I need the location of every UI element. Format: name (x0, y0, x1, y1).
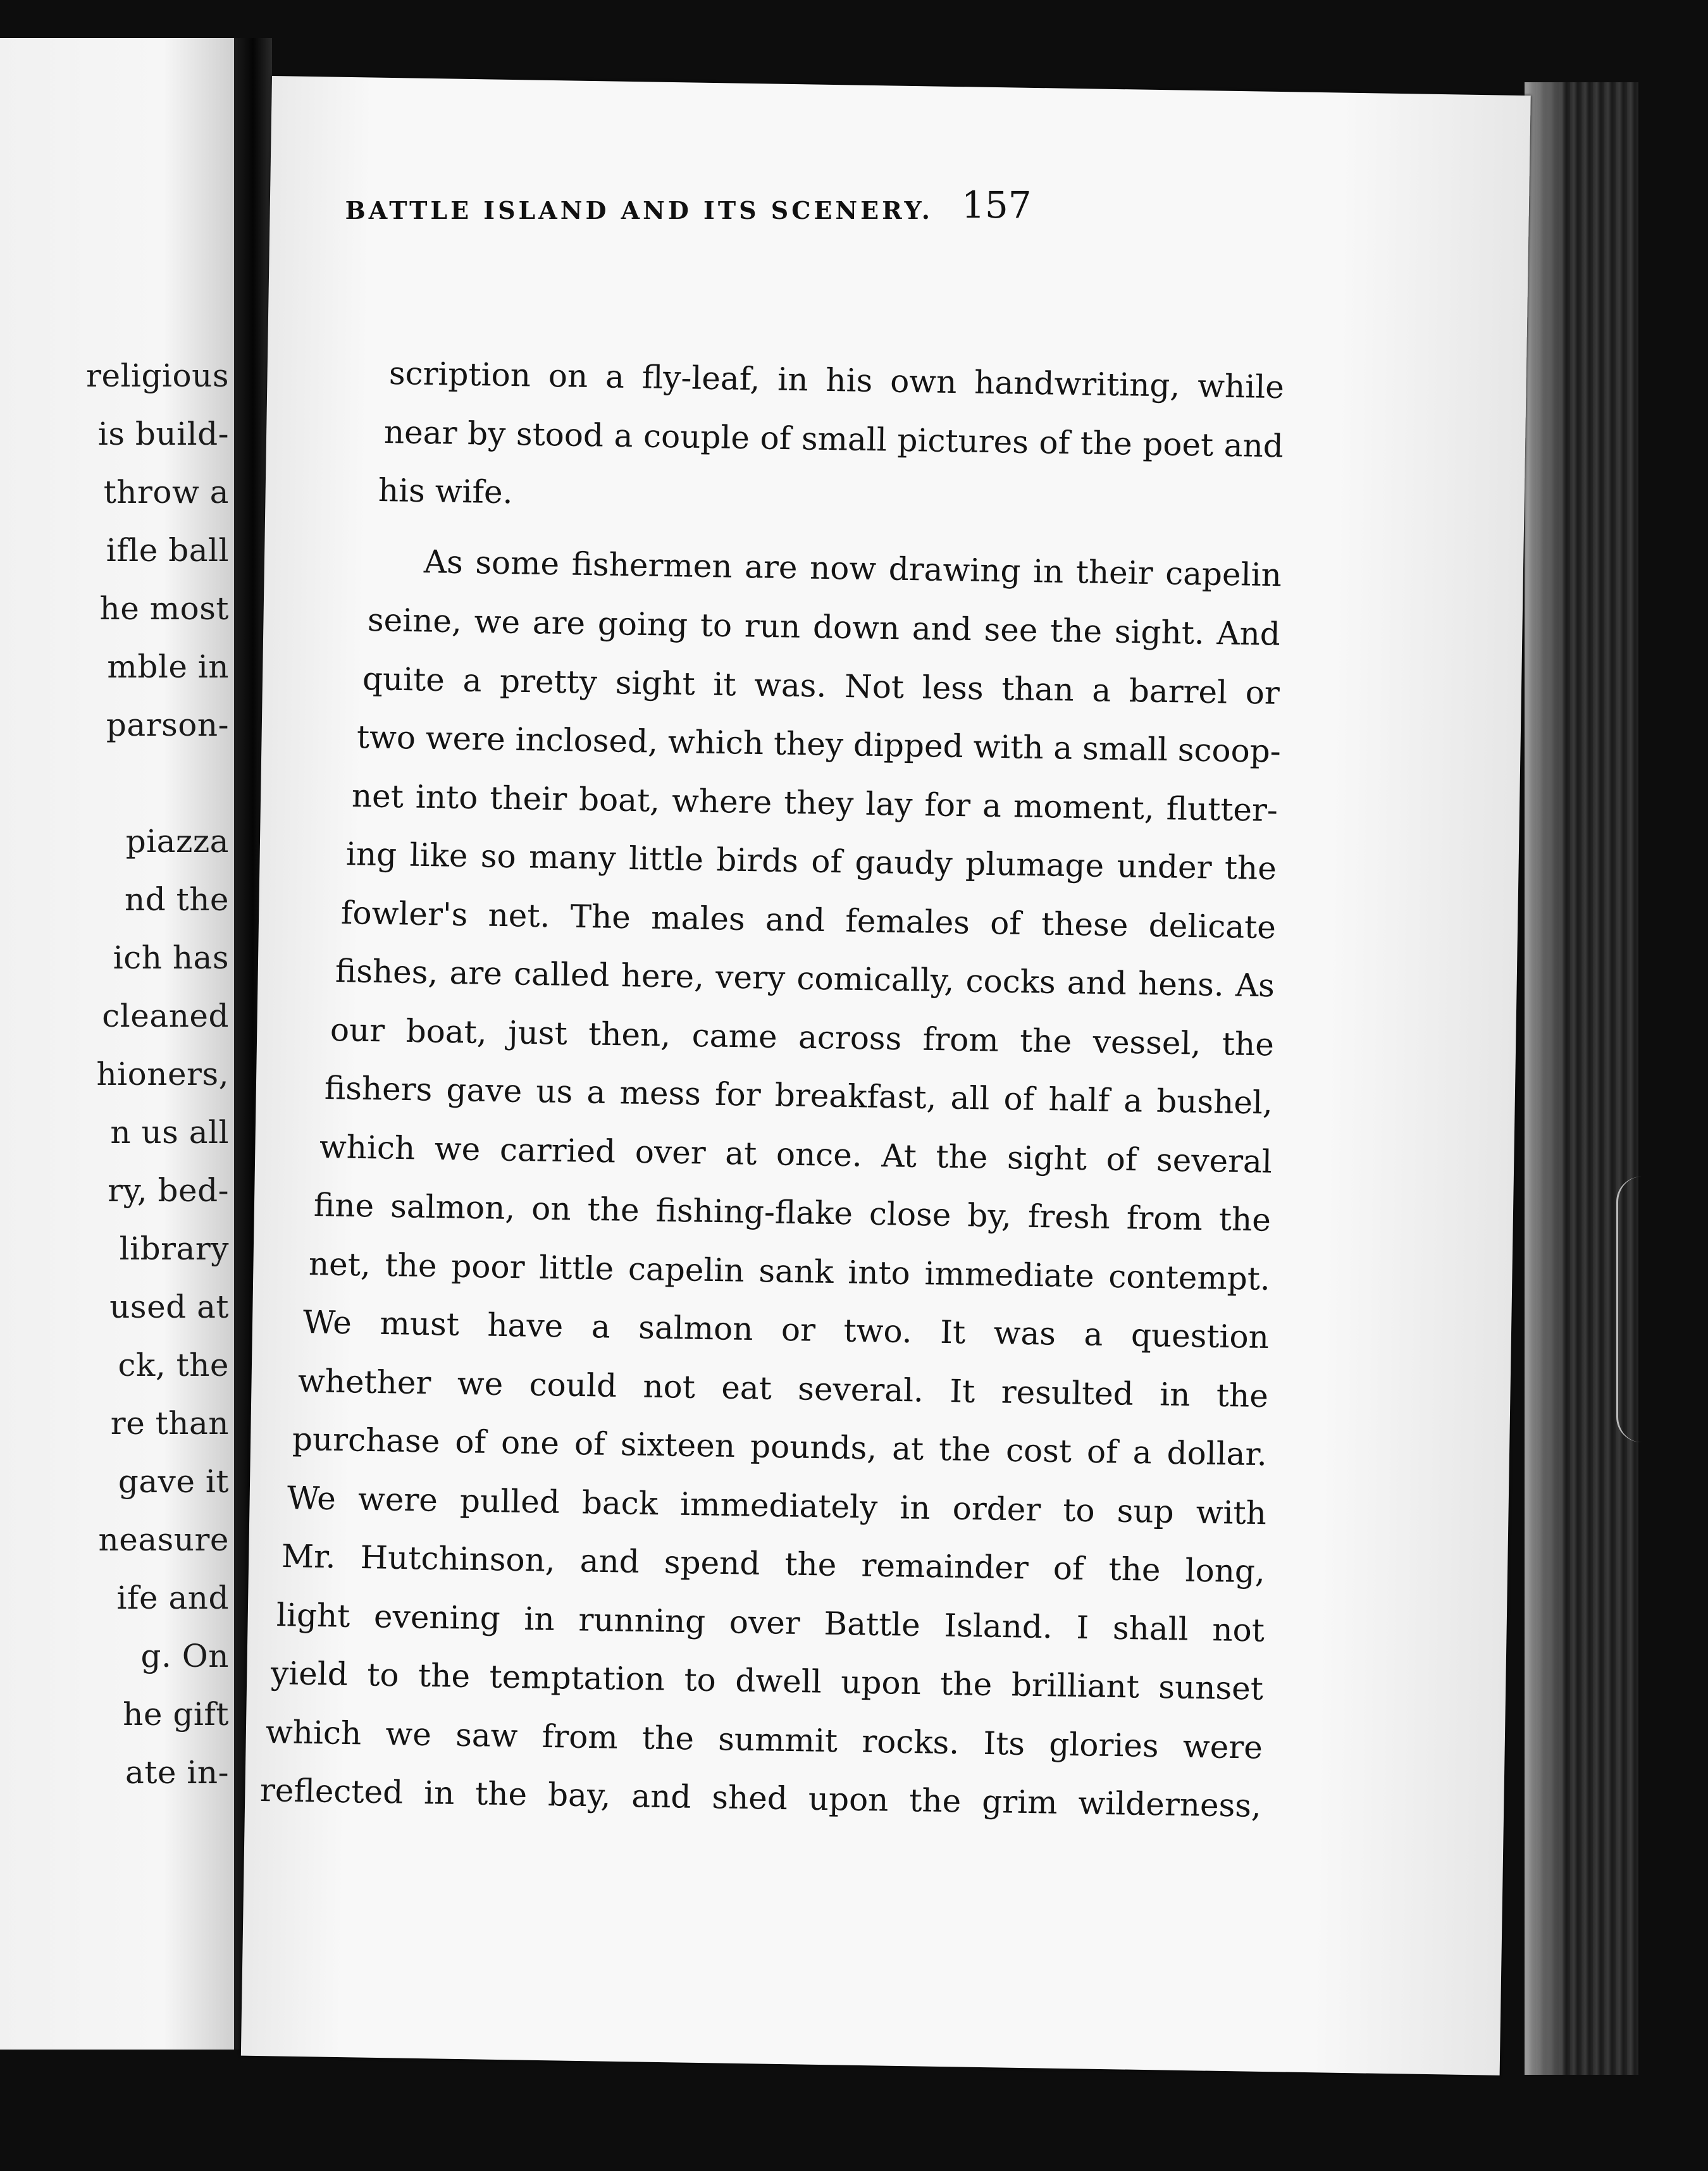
previous-page-line: ich has (113, 939, 229, 976)
body-text-line: his wife. (378, 472, 513, 511)
previous-page-line: re than (110, 1405, 229, 1442)
previous-page-line: parson- (106, 707, 229, 743)
body-text-line: two were inclosed, which they dipped with a small scoop- (356, 719, 1282, 770)
body-text-line: near by stood a couple of small pictures of the poet and (383, 413, 1284, 464)
body-text-line: fishes, are called here, very comically, cocks and hens. As (335, 953, 1275, 1005)
body-text-line: We must have a salmon or two. It was a question (302, 1304, 1270, 1356)
body-text-line: ing like so many little birds of gaudy plumage under the (345, 836, 1277, 888)
previous-page-line: gave it (118, 1463, 229, 1500)
previous-page (0, 38, 234, 2050)
body-text-line: As some fishermen are now drawing in their capelin (423, 543, 1282, 593)
body-text-line: which we carried over at once. At the sight of several (319, 1128, 1272, 1180)
previous-page-line: ry, bed- (108, 1172, 229, 1209)
body-text-line: quite a pretty sight it was. Not less than a barrel or (362, 660, 1280, 712)
body-text-line: which we saw from the summit rocks. Its glories were (265, 1713, 1263, 1766)
previous-page-line: throw a (103, 474, 229, 510)
body-text-line: our boat, just then, came across from the vessel, the (330, 1011, 1274, 1063)
previous-page-line: religious (86, 357, 229, 394)
body-text-line: yield to the temptation to dwell upon the brilliant sunset (270, 1655, 1264, 1707)
body-text-line: purchase of one of sixteen pounds, at the cost of a dollar. (292, 1421, 1268, 1473)
body-text-line: net into their boat, where they lay for a moment, flutter- (351, 777, 1278, 829)
previous-page-line: he most (99, 590, 229, 627)
previous-page-line: hioners, (96, 1056, 229, 1092)
previous-page-line: mble in (107, 648, 229, 685)
previous-page-line: neasure (98, 1521, 229, 1558)
previous-page-line: n us all (110, 1114, 229, 1151)
body-text-line: net, the poor little capelin sank into immediate contempt. (308, 1245, 1270, 1297)
previous-page-line: ate in- (125, 1754, 229, 1791)
body-text-line: reflected in the bay, and shed upon the grim wilderness, (259, 1772, 1262, 1824)
previous-page-line: g. On (140, 1638, 229, 1674)
previous-page-line: nd the (125, 881, 229, 918)
previous-page-line: cleaned (102, 998, 229, 1034)
page-edge-shading (1525, 82, 1563, 2075)
body-text-line: fowler's net. The males and females of these delicate (340, 894, 1276, 946)
previous-page-line: piazza (125, 823, 229, 860)
previous-page-line: is build- (97, 416, 229, 452)
body-text-line: fishers gave us a mess for breakfast, all of half a bushel, (324, 1070, 1273, 1122)
previous-page-line: used at (109, 1289, 229, 1325)
body-text-line: fine salmon, on the fishing-flake close by, fresh from the (313, 1187, 1272, 1239)
body-text-line: Mr. Hutchinson, and spend the remainder of the long, (281, 1538, 1266, 1590)
previous-page-line: he gift (123, 1696, 229, 1733)
body-text-line: whether we could not eat several. It resulted in the (297, 1362, 1268, 1414)
body-text-line: light evening in running over Battle Island. I shall not (276, 1596, 1265, 1649)
previous-page-line: ck, the (118, 1347, 229, 1383)
stray-hair-mark (1616, 1177, 1643, 1442)
page-number: 157 (962, 183, 1032, 226)
previous-page-line: library (119, 1230, 229, 1267)
running-head: BATTLE ISLAND AND ITS SCENERY. (345, 196, 933, 225)
body-text-line: scription on a fly-leaf, in his own handwriting, while (388, 355, 1285, 406)
body-text-line: seine, we are going to run down and see the sight. And (367, 602, 1281, 653)
previous-page-line: ife and (116, 1580, 229, 1616)
body-text-line: We were pulled back immediately in order to sup with (287, 1479, 1266, 1531)
previous-page-line: ifle ball (106, 532, 229, 569)
